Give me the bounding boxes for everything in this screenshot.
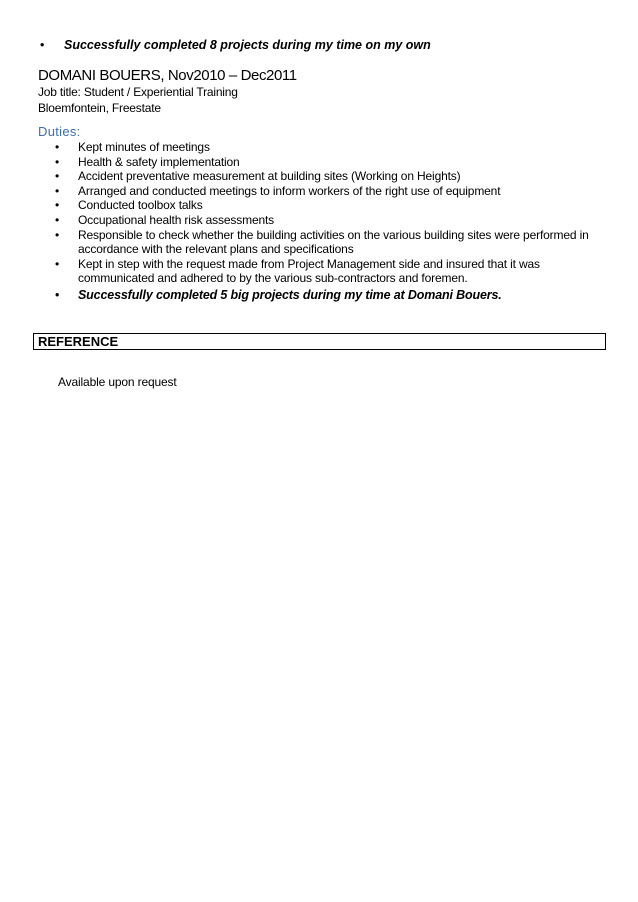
bullet-icon: • <box>55 227 60 242</box>
duty-item <box>55 155 600 170</box>
bullet-icon: • <box>55 212 60 227</box>
duty-text: Kept minutes of meetings <box>78 140 210 154</box>
bullet-icon: • <box>55 183 60 198</box>
job-title: Job title: Student / Experiential Training <box>38 85 238 99</box>
duty-item <box>55 184 600 199</box>
duty-text: Health & safety implementation <box>78 154 240 169</box>
job-heading: DOMANI BOUERS, Nov2010 – Dec2011 <box>38 67 297 84</box>
duty-item-highlight <box>55 286 600 304</box>
duties-label: Duties: <box>38 124 81 139</box>
duty-item <box>55 213 600 228</box>
bullet-icon: • <box>55 169 60 184</box>
duty-item <box>55 228 600 257</box>
duty-text: Successfully completed 5 big projects during my time at Domani Bouers. <box>78 287 502 302</box>
reference-text: Available upon request <box>58 375 177 389</box>
bullet-icon: • <box>55 256 60 271</box>
duty-item <box>55 198 600 213</box>
previous-highlight-bullet <box>40 37 431 53</box>
duty-text: Responsible to check whether the building activities on the various building sites were performed in accordance with the relevant plans and specifications <box>78 227 589 257</box>
bullet-icon: • <box>55 287 60 302</box>
bullet-icon: • <box>55 198 60 213</box>
duty-text: Kept in step with the request made from Project Management side and insured that it was communicated and adhered to by the various sub-contractors and foremen. <box>78 256 540 286</box>
previous-highlight-text: Successfully completed 8 projects during my time on my own <box>64 38 431 52</box>
duty-item <box>55 169 600 184</box>
bullet-icon: • <box>40 38 45 52</box>
reference-section-box <box>33 333 606 350</box>
duty-text: Occupational health risk assessments <box>78 212 275 227</box>
bullet-icon: • <box>55 140 60 154</box>
duty-text: Conducted toolbox talks <box>78 198 203 213</box>
bullet-icon: • <box>55 154 60 169</box>
duty-text: Arranged and conducted meetings to inform workers of the right use of equipment <box>78 183 501 198</box>
duty-item <box>55 257 600 286</box>
reference-heading: REFERENCE <box>38 334 119 349</box>
duty-item <box>55 140 600 155</box>
job-location: Bloemfontein, Freestate <box>38 101 161 115</box>
duty-text: Accident preventative measurement at building sites (Working on Heights) <box>78 169 461 184</box>
duties-list <box>55 140 600 304</box>
